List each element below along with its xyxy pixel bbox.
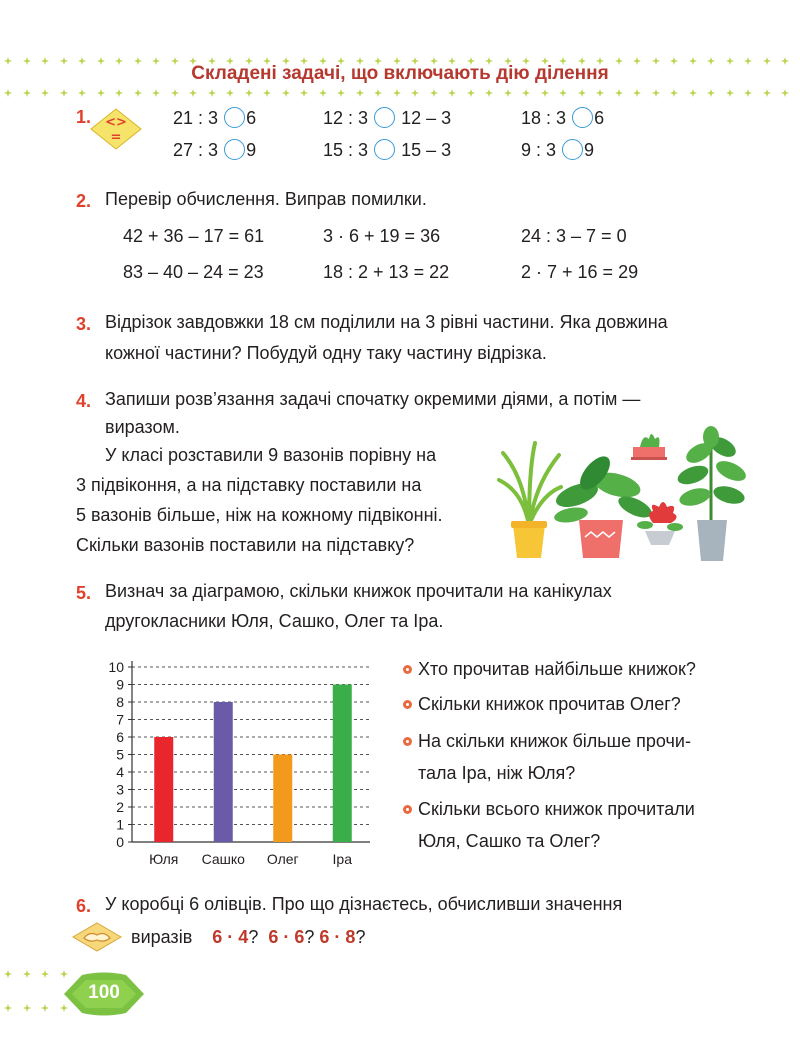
sparkle-dot-icon [78,89,86,97]
t2-expr-2-3: 2 · 7 + 16 = 29 [521,262,639,282]
y-tick-label: 0 [116,834,124,850]
y-tick-label: 10 [108,659,124,675]
sparkle-dot-icon [282,89,290,97]
expr-6x8: 6 · 8 [319,927,356,947]
sparkle-dot-icon [744,89,752,97]
sparkle-dot-icon [97,89,105,97]
t2-expr-1-3: 24 : 3 – 7 = 0 [521,226,627,246]
sparkle-dot-icon [504,89,512,97]
sparkle-dot-icon [578,89,586,97]
sparkle-dot-icon [208,89,216,97]
sparkle-dot-icon [4,89,12,97]
y-tick-label: 9 [116,676,124,693]
sparkle-dot-icon [300,89,308,97]
tall-plant-icon [675,426,749,561]
y-tick-label: 6 [116,729,124,745]
sparkle-dot-icon [393,89,401,97]
succulent-icon [631,434,667,460]
task1-number: 1. [76,107,92,127]
sparkle-dot-icon [670,89,678,97]
task4-line2: виразом. [105,417,180,437]
compare-signs-icon [90,108,142,150]
compare-circle[interactable] [224,107,245,128]
sparkle-dot-icon [411,89,419,97]
sparkle-dot-icon [60,89,68,97]
task4-problem-3: 5 вазонів більше, ніж на кожному підвіконні. [76,505,443,525]
sparkle-dot-icon [4,970,12,978]
sparkle-dot-icon [596,89,604,97]
task3-number: 3. [76,314,92,334]
question-2: Скільки книжок прочитав Олег? [418,694,681,714]
sparkle-dot-icon [263,89,271,97]
question-4-line2: Юля, Сашко та Олег? [418,831,601,851]
sparkle-dot-icon [781,89,789,97]
sparkle-dot-icon [23,89,31,97]
compare-circle[interactable] [572,107,593,128]
task3-line2: кожної частини? Побудуй одну таку частину відрізка. [105,343,547,363]
sparkle-dot-icon [467,89,475,97]
y-tick-label: 4 [116,764,124,780]
t1-expr-2-3: 9 : 3 9 [521,140,595,160]
task4-problem-2: 3 підвіконня, а на підставку поставили на [76,475,422,495]
sparkle-dot-icon [337,89,345,97]
expr-6x6: 6 · 6 [268,927,305,947]
sparkle-dot-icon [226,89,234,97]
compare-circle[interactable] [374,107,395,128]
sparkle-dot-icon [41,970,49,978]
sparkle-dot-icon [356,89,364,97]
y-tick-label: 7 [116,711,124,728]
sparkle-dot-icon [189,89,197,97]
sparkle-dot-icon [115,89,123,97]
sparkle-dot-icon [448,89,456,97]
x-category-label: Олег [266,851,299,867]
expr-6x4: 6 · 4 [212,927,249,947]
t1-expr-1-1: 21 : 3 6 [173,108,257,128]
sparkle-dot-icon [319,89,327,97]
sparkle-dot-icon [541,89,549,97]
y-tick-label: 1 [116,816,124,833]
bar-1 [154,737,173,842]
compare-circle[interactable] [224,139,245,160]
sparkle-dot-icon [485,89,493,97]
sparkle-dot-icon [707,89,715,97]
question-3-line1: На скільки книжок більше прочи- [418,731,691,751]
potted-plants-illustration [495,425,757,565]
sparkle-dot-icon [615,89,623,97]
task4-problem-4: Скільки вазонів поставили на підставку? [76,535,415,555]
bar-4 [333,685,352,843]
page-title: Складені задачі, що включають дію ділення [191,63,609,84]
sparkle-dot-icon [430,89,438,97]
bullet-icon [403,665,412,674]
question-1: Хто прочитав найбільше книжок? [418,659,696,679]
y-tick-label: 5 [116,746,124,763]
task6-line2: виразів 6 · 4? 6 · 6? 6 · 8? [131,927,366,947]
t1-expr-2-2: 15 : 3 15 – 3 [323,140,452,160]
bullet-icon [403,805,412,814]
handshake-icon [72,922,122,952]
sparkle-dot-icon [41,89,49,97]
question-4-line1: Скільки всього книжок прочитали [418,799,695,819]
sparkle-dot-icon [23,970,31,978]
sparkle-dot-icon [4,1004,12,1012]
task6-line1: У коробці 6 олівців. Про що дізнаєтесь, обчисливши значення [105,894,623,914]
t1-expr-2-1: 27 : 3 9 [173,140,257,160]
t2-expr-2-1: 83 – 40 – 24 = 23 [123,262,264,282]
bar-3 [273,755,292,843]
x-category-label: Сашко [201,851,245,867]
task2-text: Перевір обчислення. Виправ помилки. [105,189,427,209]
x-category-label: Юля [149,851,179,867]
compare-circle[interactable] [374,139,395,160]
y-tick-label: 2 [116,799,124,815]
task4-line1: Запиши розв’язання задачі спочатку окремими діями, а потім — [105,389,641,409]
page-number: 100 [88,982,120,1003]
sparkle-dot-icon [374,89,382,97]
grass-plant-icon [499,443,561,558]
sparkle-dot-icon [726,89,734,97]
sparkle-dot-icon [763,89,771,97]
sparkle-dot-icon [522,89,530,97]
bar-2 [214,702,233,842]
t2-expr-1-2: 3 · 6 + 19 = 36 [323,226,441,246]
task4-number: 4. [76,391,92,411]
sparkle-dot-icon [134,89,142,97]
sparkle-dot-icon [41,1004,49,1012]
compare-circle[interactable] [562,139,583,160]
y-tick-label: 3 [116,781,124,798]
svg-text:<>: <> [105,115,127,130]
task5-line1: Визнач за діаграмою, скільки книжок прочитали на канікулах [105,581,612,601]
task2-number: 2. [76,191,92,211]
t1-expr-1-3: 18 : 3 6 [521,108,605,128]
sparkle-dot-icon [652,89,660,97]
sparkle-dot-icon [245,89,253,97]
question-3-line2: тала Іра, ніж Юля? [418,763,576,783]
task3-line1: Відрізок завдовжки 18 см поділили на 3 рівні частини. Яка довжина [105,312,668,332]
sparkle-dot-icon [23,1004,31,1012]
sparkle-dot-icon [152,89,160,97]
task5-line2: другокласники Юля, Сашко, Олег та Іра. [105,611,444,631]
svg-text:=: = [110,130,122,145]
leafy-plant-icon [553,451,655,558]
books-bar-chart [100,650,380,875]
x-category-label: Іра [332,851,352,867]
sparkle-dot-icon [559,89,567,97]
task6-number: 6. [76,896,92,916]
bullet-icon [403,737,412,746]
task4-problem-1: У класі розставили 9 вазонів порівну на [105,445,437,465]
decor-dots-top-2 [0,89,800,99]
sparkle-dot-icon [633,89,641,97]
t2-expr-1-1: 42 + 36 – 17 = 61 [123,226,265,246]
task5-number: 5. [76,583,92,603]
t1-expr-1-2: 12 : 3 12 – 3 [323,108,452,128]
sparkle-dot-icon [171,89,179,97]
t2-expr-2-2: 18 : 2 + 13 = 22 [323,262,450,282]
sparkle-dot-icon [689,89,697,97]
bullet-icon [403,700,412,709]
y-tick-label: 8 [116,694,124,710]
